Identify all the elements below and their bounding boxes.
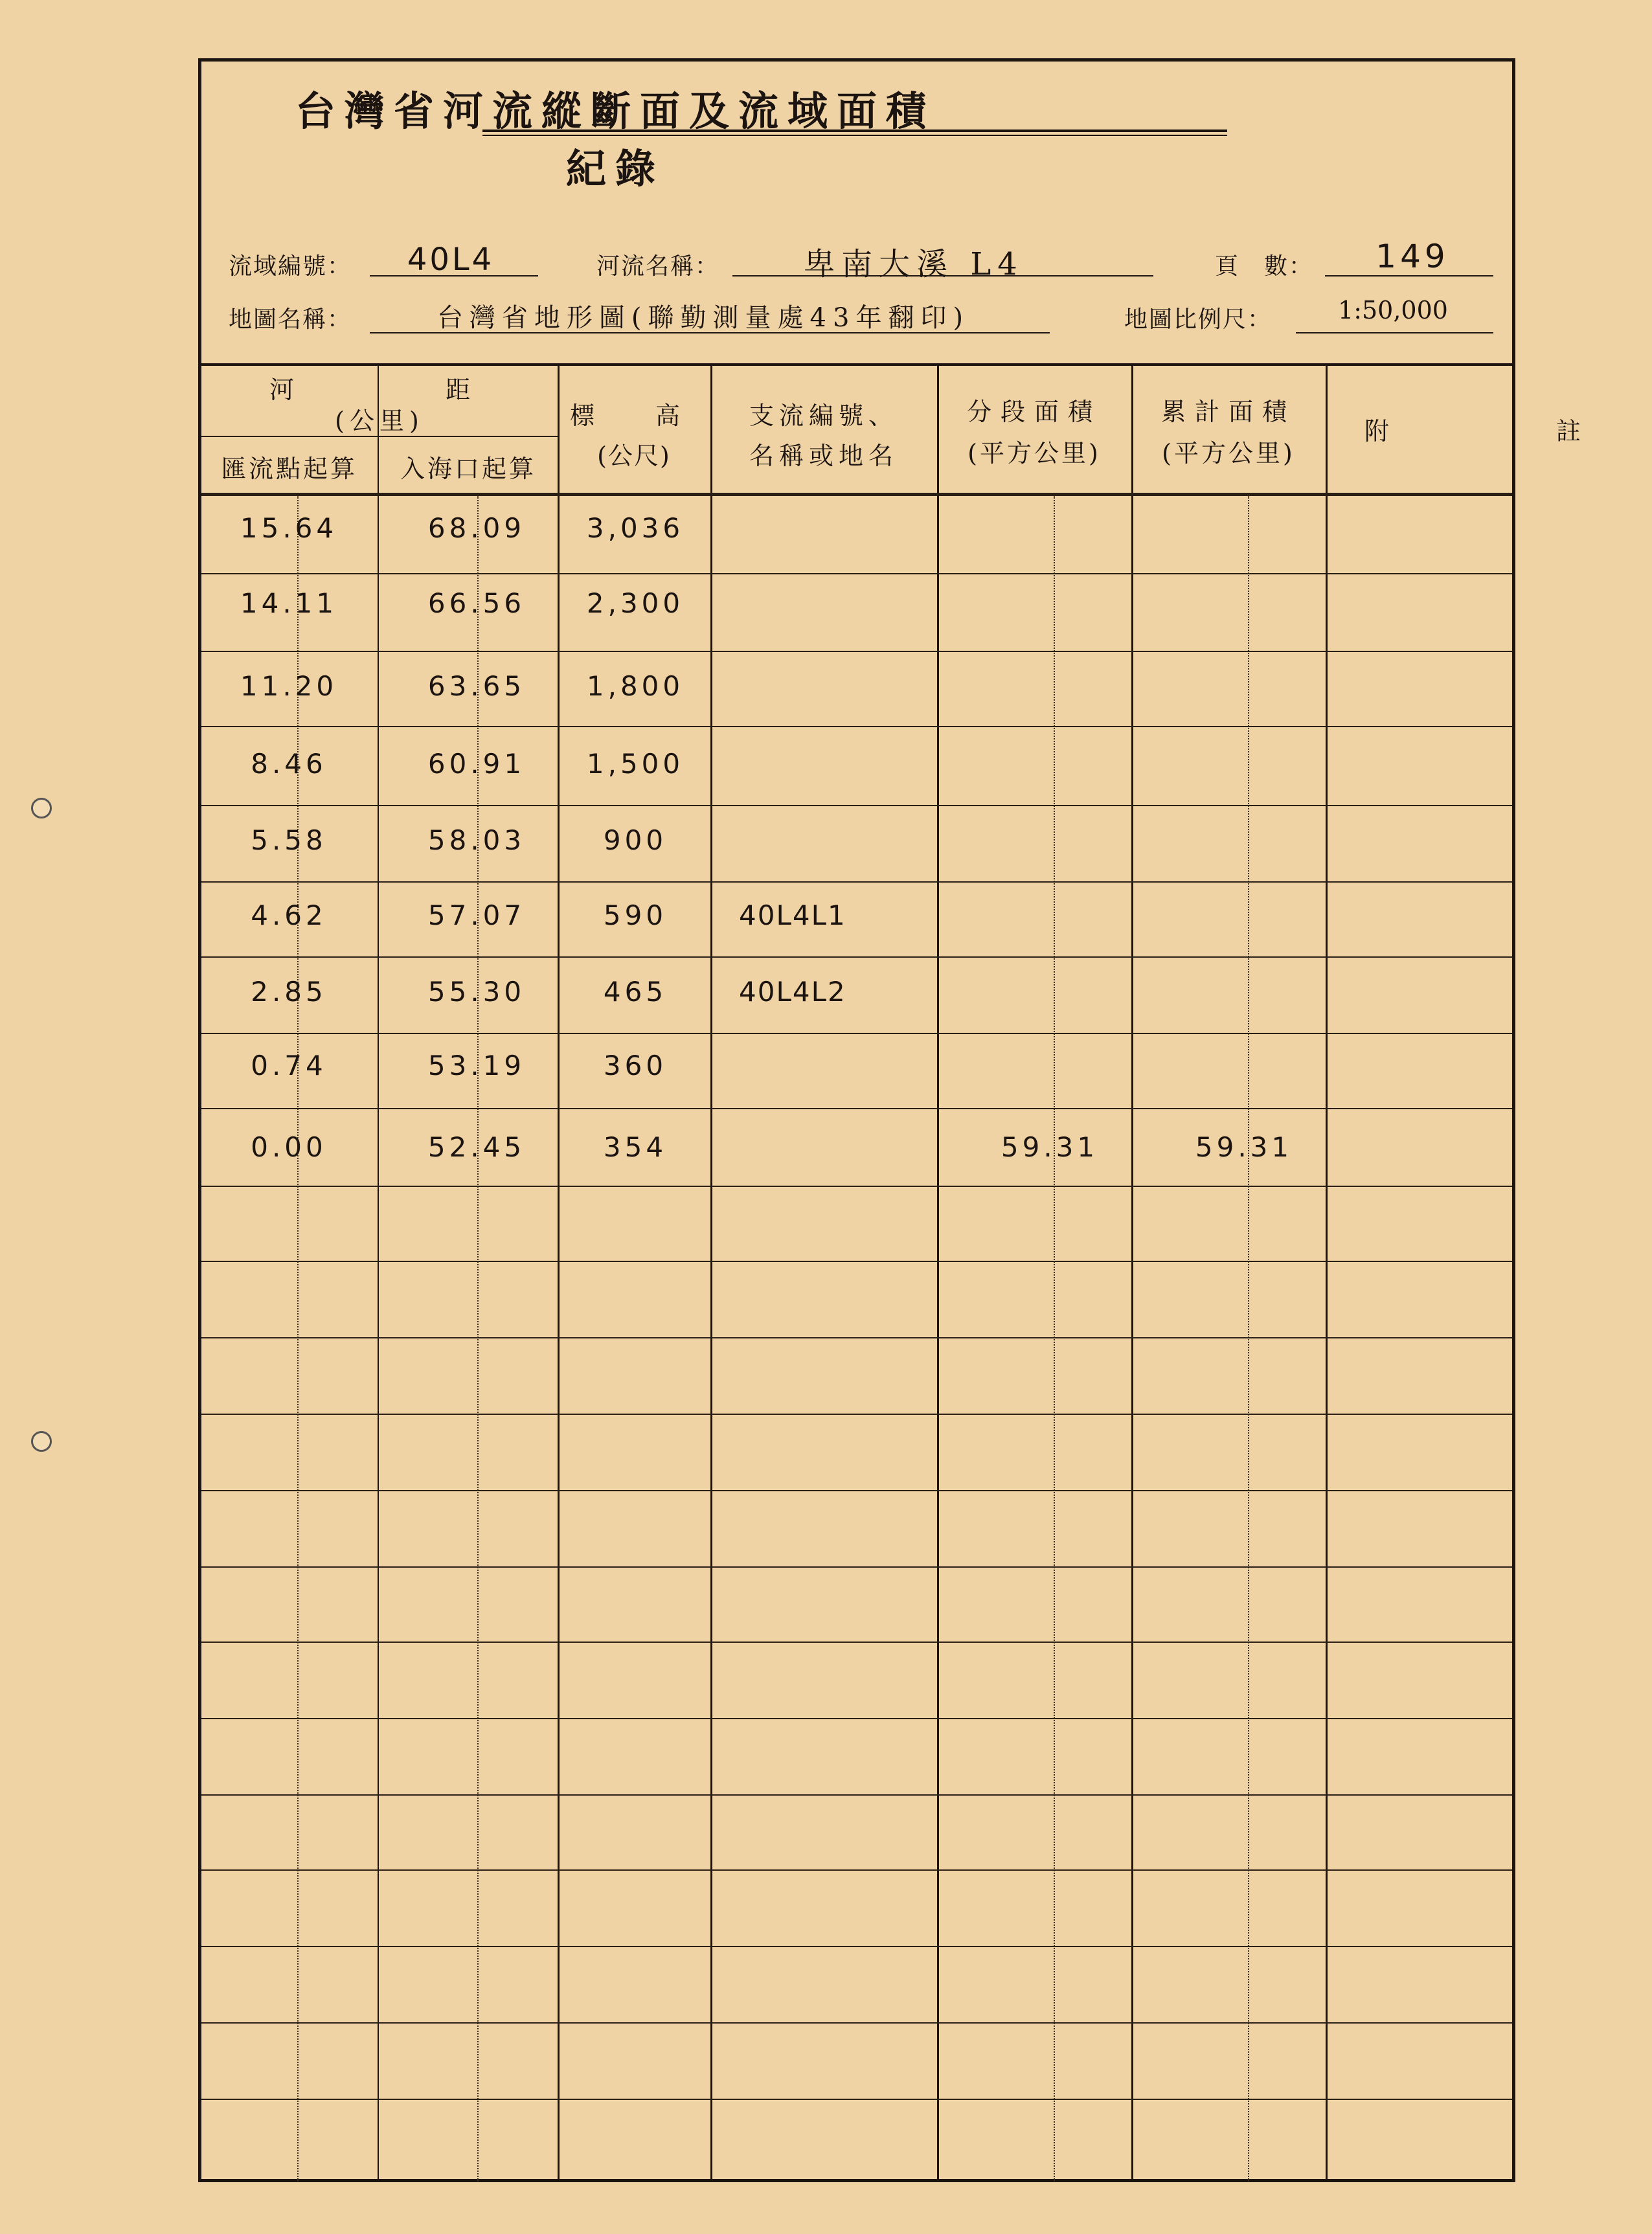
form-frame xyxy=(198,58,1652,2182)
from-mouth-cell: 52.45 xyxy=(427,1131,526,1163)
binder-hole-bottom xyxy=(31,1431,52,1452)
from-confluence-cell: 11.20 xyxy=(240,670,338,702)
from-confluence-cell: 4.62 xyxy=(251,899,327,931)
basin-no-value: 40L4 xyxy=(407,242,495,278)
scale-label: 地圖比例尺： xyxy=(1124,306,1273,333)
from-confluence-cell: 5.58 xyxy=(251,824,327,856)
page-label: 頁 數： xyxy=(1215,253,1314,280)
elevation-cell: 1,500 xyxy=(586,748,685,780)
header-remarks: 附 註 xyxy=(1364,417,1652,446)
basin-no-label: 流域編號： xyxy=(229,253,352,280)
from-confluence-cell: 14.11 xyxy=(240,587,338,619)
header-from-mouth: 入海口起算 xyxy=(400,455,536,483)
row-line xyxy=(201,1261,1512,1262)
row-line xyxy=(201,2022,1512,2024)
header-tributary-line1: 支流編號、 xyxy=(749,401,898,430)
table-row xyxy=(201,670,1512,722)
segment-area-cell: 59.31 xyxy=(1001,1131,1099,1163)
elevation-cell: 1,800 xyxy=(586,670,685,702)
tributary-cell: 40L4L1 xyxy=(739,899,846,931)
header-segment-area-unit: (平方公里) xyxy=(967,439,1101,468)
row-line xyxy=(201,1414,1512,1415)
row-line xyxy=(201,1108,1512,1109)
river-name-label: 河流名稱： xyxy=(596,253,720,280)
row-line xyxy=(201,1186,1512,1187)
table-row xyxy=(201,1050,1512,1101)
header-segment-area: 分段面積 xyxy=(966,398,1102,426)
from-confluence-cell: 15.64 xyxy=(240,512,338,544)
row-line xyxy=(201,1033,1512,1034)
row-line xyxy=(201,1869,1512,1871)
table-row xyxy=(201,587,1512,639)
header-cumulative-area: 累計面積 xyxy=(1160,398,1296,426)
header-from-confluence: 匯流點起算 xyxy=(221,455,357,483)
from-confluence-cell: 0.74 xyxy=(251,1050,327,1081)
row-line xyxy=(201,956,1512,958)
elevation-cell: 590 xyxy=(603,899,668,931)
from-mouth-cell: 63.65 xyxy=(427,670,526,702)
row-line xyxy=(201,1490,1512,1491)
from-mouth-cell: 66.56 xyxy=(427,587,526,619)
table-row xyxy=(201,976,1512,1028)
elevation-cell: 360 xyxy=(603,1050,668,1081)
page-no-underline xyxy=(1325,275,1493,276)
header-elevation-unit: (公尺) xyxy=(597,442,671,470)
tributary-cell: 40L4L2 xyxy=(739,976,846,1008)
row-line xyxy=(201,1566,1512,1568)
from-mouth-cell: 55.30 xyxy=(427,976,526,1008)
row-line xyxy=(201,651,1512,652)
elevation-cell: 465 xyxy=(603,976,668,1008)
map-name-underline xyxy=(370,332,1050,333)
map-name-value: 台灣省地形圖(聯勤測量處43年翻印) xyxy=(436,303,970,333)
from-mouth-cell: 60.91 xyxy=(427,748,526,780)
row-line xyxy=(201,1794,1512,1796)
row-line xyxy=(201,805,1512,806)
row-line xyxy=(201,573,1512,574)
scale-value: 1:50,000 xyxy=(1338,296,1448,324)
table-row xyxy=(201,748,1512,800)
page-no-value: 149 xyxy=(1375,238,1449,275)
row-line xyxy=(201,2099,1512,2100)
header-cumulative-area-unit: (平方公里) xyxy=(1162,439,1295,468)
from-mouth-cell: 53.19 xyxy=(427,1050,526,1081)
header-tributary-line2: 名稱或地名 xyxy=(749,442,898,470)
header-elevation: 標 高 xyxy=(569,401,698,430)
table-row xyxy=(201,512,1512,564)
from-mouth-cell: 57.07 xyxy=(427,899,526,931)
from-confluence-cell: 0.00 xyxy=(251,1131,327,1163)
row-line xyxy=(201,1718,1512,1719)
header-river-distance: 河 距 xyxy=(269,376,490,404)
elevation-cell: 354 xyxy=(603,1131,668,1163)
row-line xyxy=(201,1337,1512,1338)
record-table xyxy=(201,363,1652,2182)
basin-no-underline xyxy=(370,275,538,276)
elevation-cell: 900 xyxy=(603,824,668,856)
river-name-underline xyxy=(732,275,1153,276)
map-name-label: 地圖名稱： xyxy=(229,306,352,333)
from-mouth-cell: 68.09 xyxy=(427,512,526,544)
binder-hole-top xyxy=(31,798,52,818)
cumulative-area-cell: 59.31 xyxy=(1195,1131,1293,1163)
table-row xyxy=(201,824,1512,876)
table-row xyxy=(201,1131,1512,1183)
form-title: 台灣省河流縱斷面及流域面積紀錄 xyxy=(295,87,935,192)
table-row xyxy=(201,899,1512,951)
from-confluence-cell: 8.46 xyxy=(251,748,327,780)
row-line xyxy=(201,1946,1512,1947)
scale-underline xyxy=(1296,332,1493,333)
row-line xyxy=(201,881,1512,883)
from-confluence-cell: 2.85 xyxy=(251,976,327,1008)
header-river-distance-unit: (公里) xyxy=(335,407,424,435)
row-line xyxy=(201,726,1512,727)
river-name-value: 卑南大溪 L4 xyxy=(804,246,1024,282)
elevation-cell: 3,036 xyxy=(586,512,685,544)
row-line xyxy=(201,1642,1512,1643)
header-bottom-line xyxy=(201,493,1512,496)
from-mouth-cell: 58.03 xyxy=(427,824,526,856)
elevation-cell: 2,300 xyxy=(586,587,685,619)
